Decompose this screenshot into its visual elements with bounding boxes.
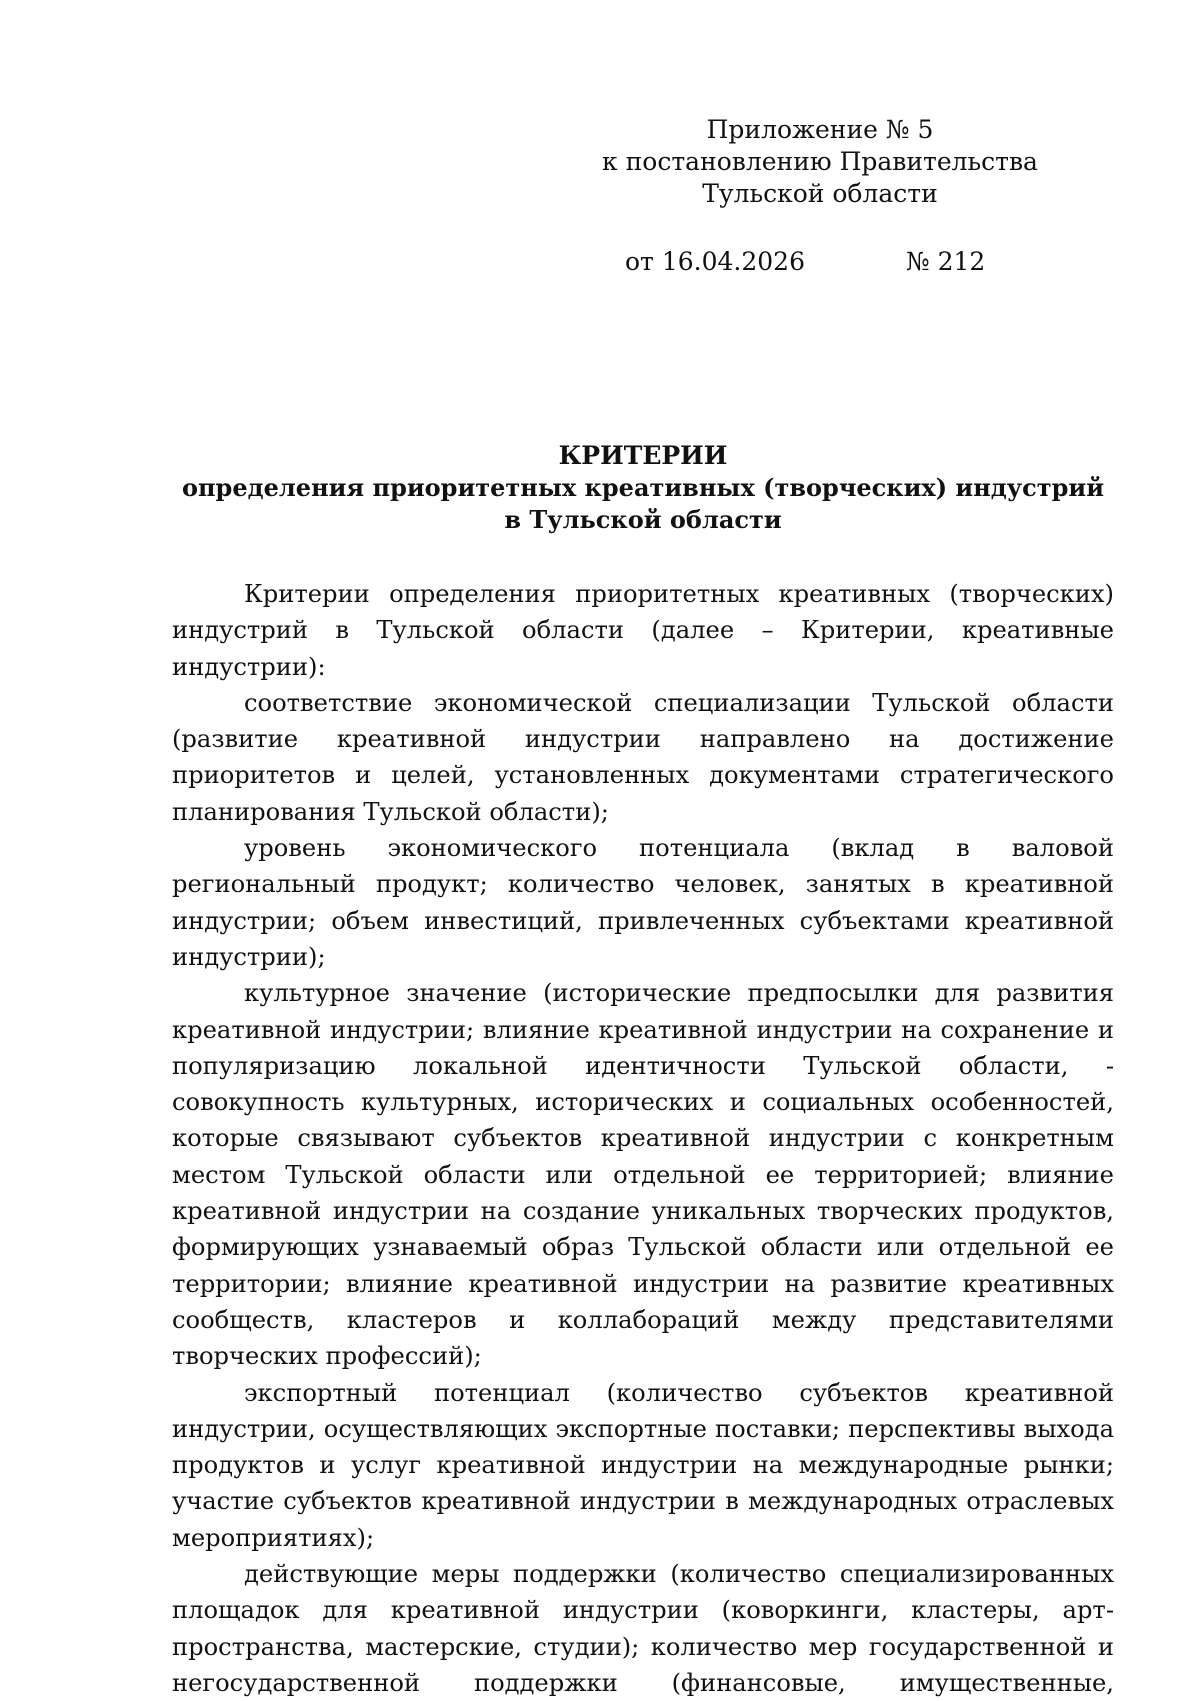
appendix-block — [600, 114, 1040, 210]
heading-subtitle-line-1: определения приоритетных креативных (творческих) индустрий — [181, 473, 1105, 502]
paragraph-export-potential: экспортный потенциал (количество субъектов креативной индустрии, осуществляющих экспортные поставки; перспективы выхода продуктов и услуг креативной индустрии на международные рынки; участие субъектов креативной индустрии в международных отраслевых мероприятиях); — [172, 1378, 1114, 1552]
paragraph-intro: Критерии определения приоритетных креативных (творческих) индустрий в Тульской области (далее – Критерии, креативные индустрии): — [172, 580, 1114, 681]
paragraph-economic-potential: уровень экономического потенциала (вклад в валовой региональный продукт; количество человек, занятых в креативной индустрии; объем инвестиций, привлеченных субъектами креативной индустрии); — [172, 834, 1114, 971]
heading-subtitle-line-2: в Тульской области — [504, 505, 782, 534]
document-body — [172, 576, 1114, 1701]
paragraph-support-measures: действующие меры поддержки (количество специализированных площадок для креативной индустрии (коворкинги, кластеры, арт-пространства, мастерские, студии); количество мер государственной и негосударственной поддержки (финансовые, имущественные, — [172, 1560, 1114, 1697]
appendix-title: Приложение № 5 — [706, 115, 934, 144]
document-heading — [172, 440, 1114, 536]
paragraph-economic-specialization: соответствие экономической специализации Тульской области (развитие креативной индустрии направлено на достижение приоритетов и целей, установленных документами стратегического планирования Тульской области); — [172, 688, 1114, 826]
paragraph-cultural-significance: культурное значение (исторические предпосылки для развития креативной индустрии; влияние креативной индустрии на сохранение и популяризацию локальной идентичности Тульской области, - совокупность культурных, исторических и социальных особенностей, которые связывают субъектов креативной индустрии с конкретным местом Тульской области или отдельной ее территорией; влияние креативной индустрии на создание уникальных творческих продуктов, формирующих узнаваемый образ Тульской области или отдельной ее территории; влияние креативной индустрии на развитие креативных сообществ, кластеров и коллабораций между представителями творческих профессий); — [172, 979, 1114, 1371]
resolution-number: № 212 — [906, 247, 986, 276]
appendix-region: Тульской области — [702, 179, 938, 208]
heading-title: КРИТЕРИИ — [558, 441, 728, 470]
resolution-date: от 16.04.2026 — [625, 247, 805, 276]
appendix-reference: к постановлению Правительства — [602, 147, 1038, 176]
